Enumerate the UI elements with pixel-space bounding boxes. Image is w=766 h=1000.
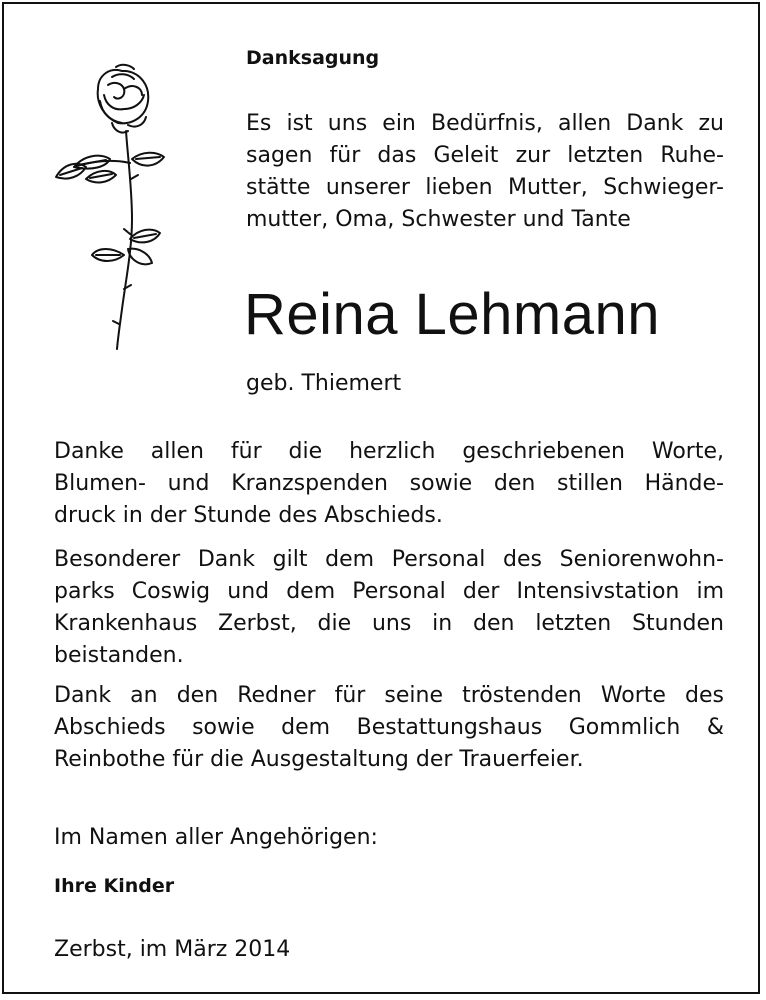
paragraph-line: Reinbothe für die Ausgestaltung der Trauerfeier. <box>54 747 584 772</box>
intro-line: stätte unserer lieben Mutter, Schwieger- <box>246 175 724 200</box>
paragraph-line: Blumen- und Kranzspenden sowie den stillen Hände- <box>54 471 724 496</box>
paragraph-line: Abschieds sowie dem Bestattungshaus Gommlich & <box>54 715 724 740</box>
paragraph-line: druck in der Stunde des Abschieds. <box>54 503 443 528</box>
intro-line: Es ist uns ein Bedürfnis, allen Dank zu <box>246 111 724 136</box>
paragraph-line: beistanden. <box>54 643 184 668</box>
paragraph-line: Besonderer Dank gilt dem Personal des Seniorenwohn- <box>54 547 724 572</box>
intro-line: sagen für das Geleit zur letzten Ruhe- <box>246 143 724 168</box>
thanks-paragraph-1 <box>54 436 724 532</box>
rose-icon <box>52 59 182 359</box>
paragraph-line: Krankenhaus Zerbst, die uns in den letzten Stunden <box>54 611 724 636</box>
signer: Ihre Kinder <box>54 875 175 897</box>
birth-name: geb. Thiemert <box>246 371 402 396</box>
intro-line: mutter, Oma, Schwester und Tante <box>246 207 631 232</box>
place-date: Zerbst, im März 2014 <box>54 937 291 962</box>
heading: Danksagung <box>246 47 380 69</box>
paragraph-line: parks Coswig und dem Personal der Intensivstation im <box>54 579 724 604</box>
intro-text <box>246 108 724 236</box>
obituary-card <box>2 2 760 994</box>
deceased-name: Reina Lehmann <box>244 282 661 347</box>
on-behalf-line: Im Namen aller Angehörigen: <box>54 825 378 850</box>
thanks-paragraph-2 <box>54 544 724 672</box>
paragraph-line: Danke allen für die herzlich geschriebenen Worte, <box>54 439 724 464</box>
thanks-paragraph-3 <box>54 680 724 776</box>
paragraph-line: Dank an den Redner für seine tröstenden Worte des <box>54 683 724 708</box>
